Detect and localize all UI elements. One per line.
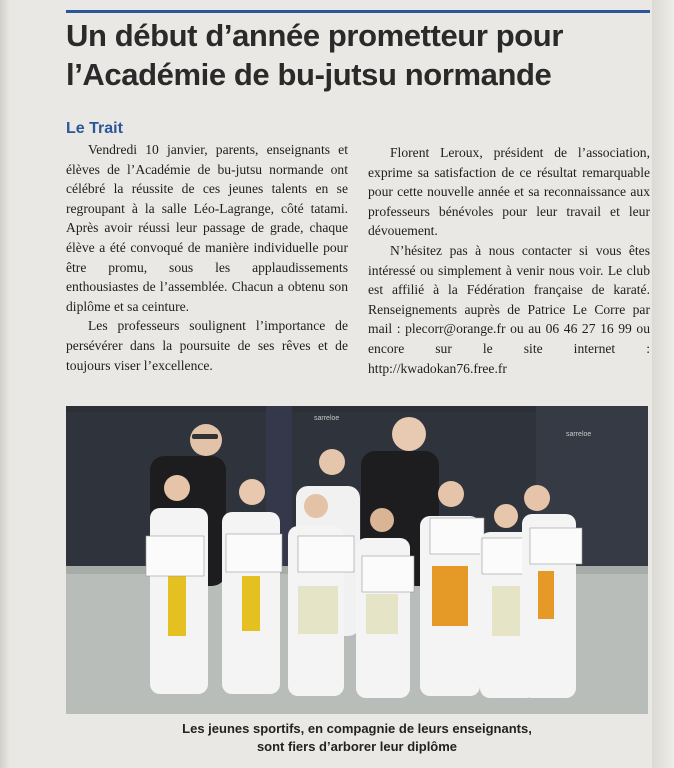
paragraph: Vendredi 10 janvier, parents, enseignants et élèves de l’Académie de bu-jutsu normande ont célébré la réussite de ces jeunes talents en se regroupant à la salle Léo-Lagrange, côté tatami. Après avoir réussi leur passage de grade, chaque élève a été convoqué de manière individuelle pour être promu, sous les applaudissements enthousiastes de l’assemblée. Chacun a obtenu son diplôme et sa ceinture. (66, 142, 348, 314)
headline-line-1: Un début d’année prometteur pour (66, 18, 563, 53)
headline-line-2: l’Académie de bu-jutsu normande (66, 57, 552, 92)
headline (66, 16, 652, 94)
adjacent-page-edge (652, 0, 674, 768)
group-photo-illustration (66, 406, 648, 714)
wall-banner-text-2: sarreloe (566, 431, 592, 438)
paragraph: N’hésitez pas à nous contacter si vous êtes intéressé ou simplement à venir nous voir. Le club est affilié à la Fédération française de karaté. Renseignements auprès de Patrice Le Corre par mail : plecorr@orange.fr ou au 06 46 27 16 99 ou encore sur le site internet : http://kwadokan76.free.fr (368, 242, 650, 376)
dateline: Le Trait (66, 120, 123, 137)
child-7 (522, 485, 582, 698)
photo-caption (66, 720, 648, 756)
top-rule (66, 10, 650, 13)
caption-line-2: sont fiers d’arborer leur diplôme (256, 739, 458, 754)
article-column-left (66, 140, 348, 375)
caption-line-1: Les jeunes sportifs, en compagnie de leurs enseignants, (182, 721, 532, 736)
page-edge (0, 0, 10, 768)
wall-banner-text: sarreloe (314, 415, 340, 422)
paragraph: Les professeurs soulignent l’importance de persévérer dans la poursuite de ses rêves et de toujours viser l’excellence. (66, 318, 348, 373)
article-column-right (368, 143, 650, 378)
group-photo (66, 406, 648, 714)
paragraph: Florent Leroux, président de l’association, exprime sa satisfaction de ce résultat remarquable pour cette nouvelle année et sa reconnaissance aux professeurs bénévoles pour leur travail et leur dévouement. (368, 145, 650, 239)
